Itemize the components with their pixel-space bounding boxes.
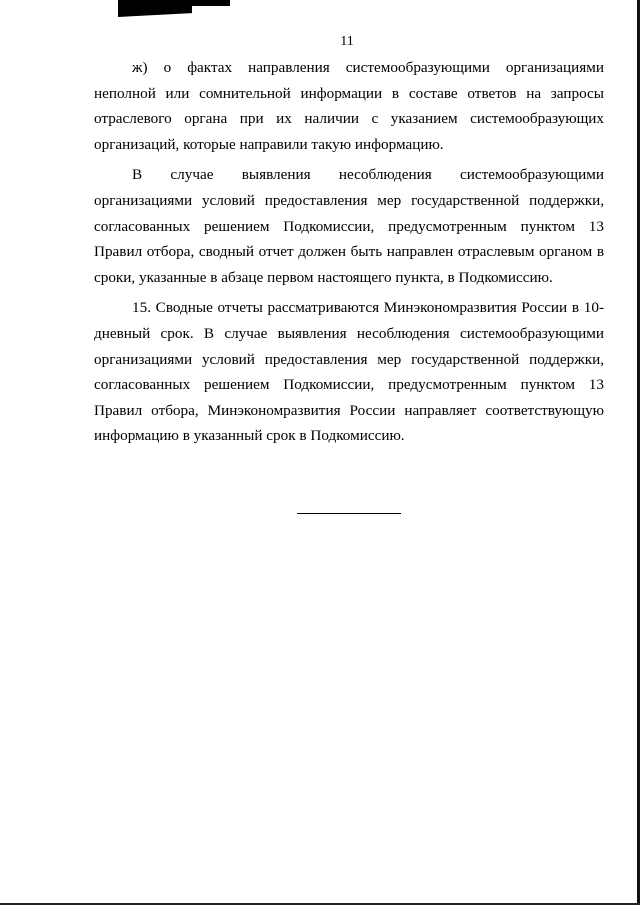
scan-artifact	[190, 0, 230, 6]
paragraph-clause-15: 15. Сводные отчеты рассматриваются Минэкономразвития России в 10-дневный срок. В случае выявления несоблюдения системообразующими организациями условий предоставления мер государственной поддержки, согласованных решением Подкомиссии, предусмотренным пунктом 13 Правил отбора, Минэкономразвития России направляет соответствующую информацию в указанный срок в Подкомиссию.	[94, 299, 604, 445]
paragraph-item-zh: ж) о фактах направления системообразующими организациями неполной или сомнительной информации в составе ответов на запросы отраслевого органа при их наличии с указанием системообразующих организаций, которые направили такую информацию.	[94, 59, 604, 153]
paragraph-noncompliance: В случае выявления несоблюдения системообразующими организациями условий предоставления мер государственной поддержки, согласованных решением Подкомиссии, предусмотренным пунктом 13 Правил отбора, сводный отчет должен быть направлен отраслевым органом в сроки, указанные в абзаце первом настоящего пункта, в Подкомиссию.	[94, 166, 604, 286]
scan-artifact	[118, 0, 192, 17]
page-number: 11	[340, 34, 354, 49]
end-divider-line	[297, 513, 401, 514]
document-body	[94, 55, 604, 449]
